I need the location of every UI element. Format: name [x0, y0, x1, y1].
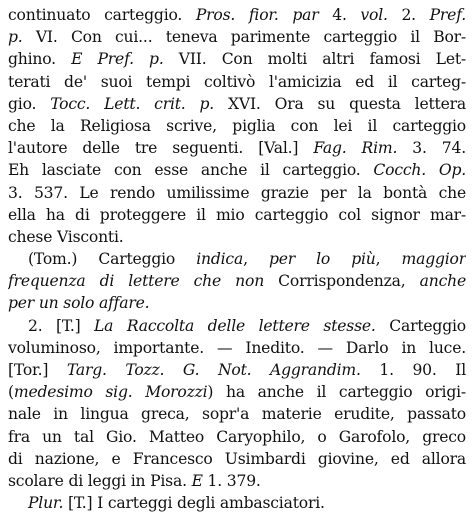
- text-line: scolare di leggi in Pisa. E 1. 379.: [8, 471, 261, 490]
- text-line: (Tom.) Carteggio indica, per lo più, maggior: [28, 250, 466, 269]
- text-line: continuato carteggio. Pros. fior. par 4. vol. 2. Pref.: [8, 6, 466, 24]
- text-line: l'autore delle tre seguenti. [Val.] Fag. Rim. 3. 74.: [8, 139, 466, 158]
- text-line: fra un tal Gio. Matteo Caryophilo, o Garofolo, greco: [8, 427, 466, 446]
- text-line: gio. Tocc. Lett. crit. p. XVI. Ora su questa lettera: [8, 94, 466, 113]
- text-line: chese Visconti.: [8, 227, 124, 246]
- text-line: 2. [T.] La Raccolta delle lettere stesse. Carteggio: [28, 316, 466, 335]
- text-line: nale in lingua greca, sopr'a materie erudite, passato: [8, 405, 466, 424]
- text-line: ghino. E Pref. p. VII. Con molti altri famosi Let-: [8, 50, 466, 69]
- text-line: (medesimo sig. Morozzi) ha anche il carteggio origi-: [8, 383, 466, 402]
- text-line: terati de' suoi tempi coltivò l'amicizia ed il carteg-: [8, 72, 466, 91]
- text-line: Eh lasciate con esse anche il carteggio. Cocch. Op.: [8, 161, 466, 180]
- text-line: ella ha di proteggere il mio carteggio col signor mar-: [8, 205, 466, 224]
- text-line: [Tor.] Targ. Tozz. G. Not. Aggrandim. 1. 90. Il: [8, 361, 466, 379]
- text-line: voluminoso, importante. — Inedito. — Darlo in luce.: [8, 338, 466, 357]
- text-line: Plur. [T.] I carteggi degli ambasciatori.: [28, 494, 325, 513]
- text-line: p. VI. Con cui... teneva parimente carteggio il Bor-: [8, 28, 466, 47]
- text-line: per un solo affare.: [8, 294, 150, 313]
- text-line: 3. 537. Le rendo umilissime grazie per la bontà che: [8, 183, 466, 202]
- text-line: di nazione, e Francesco Usimbardi giovine, ed allora: [8, 449, 466, 468]
- text-line: frequenza di lettere che non Corrispondenza, anche: [8, 272, 466, 291]
- text-line: che la Religiosa scrive, piglia con lei il carteggio: [8, 116, 466, 135]
